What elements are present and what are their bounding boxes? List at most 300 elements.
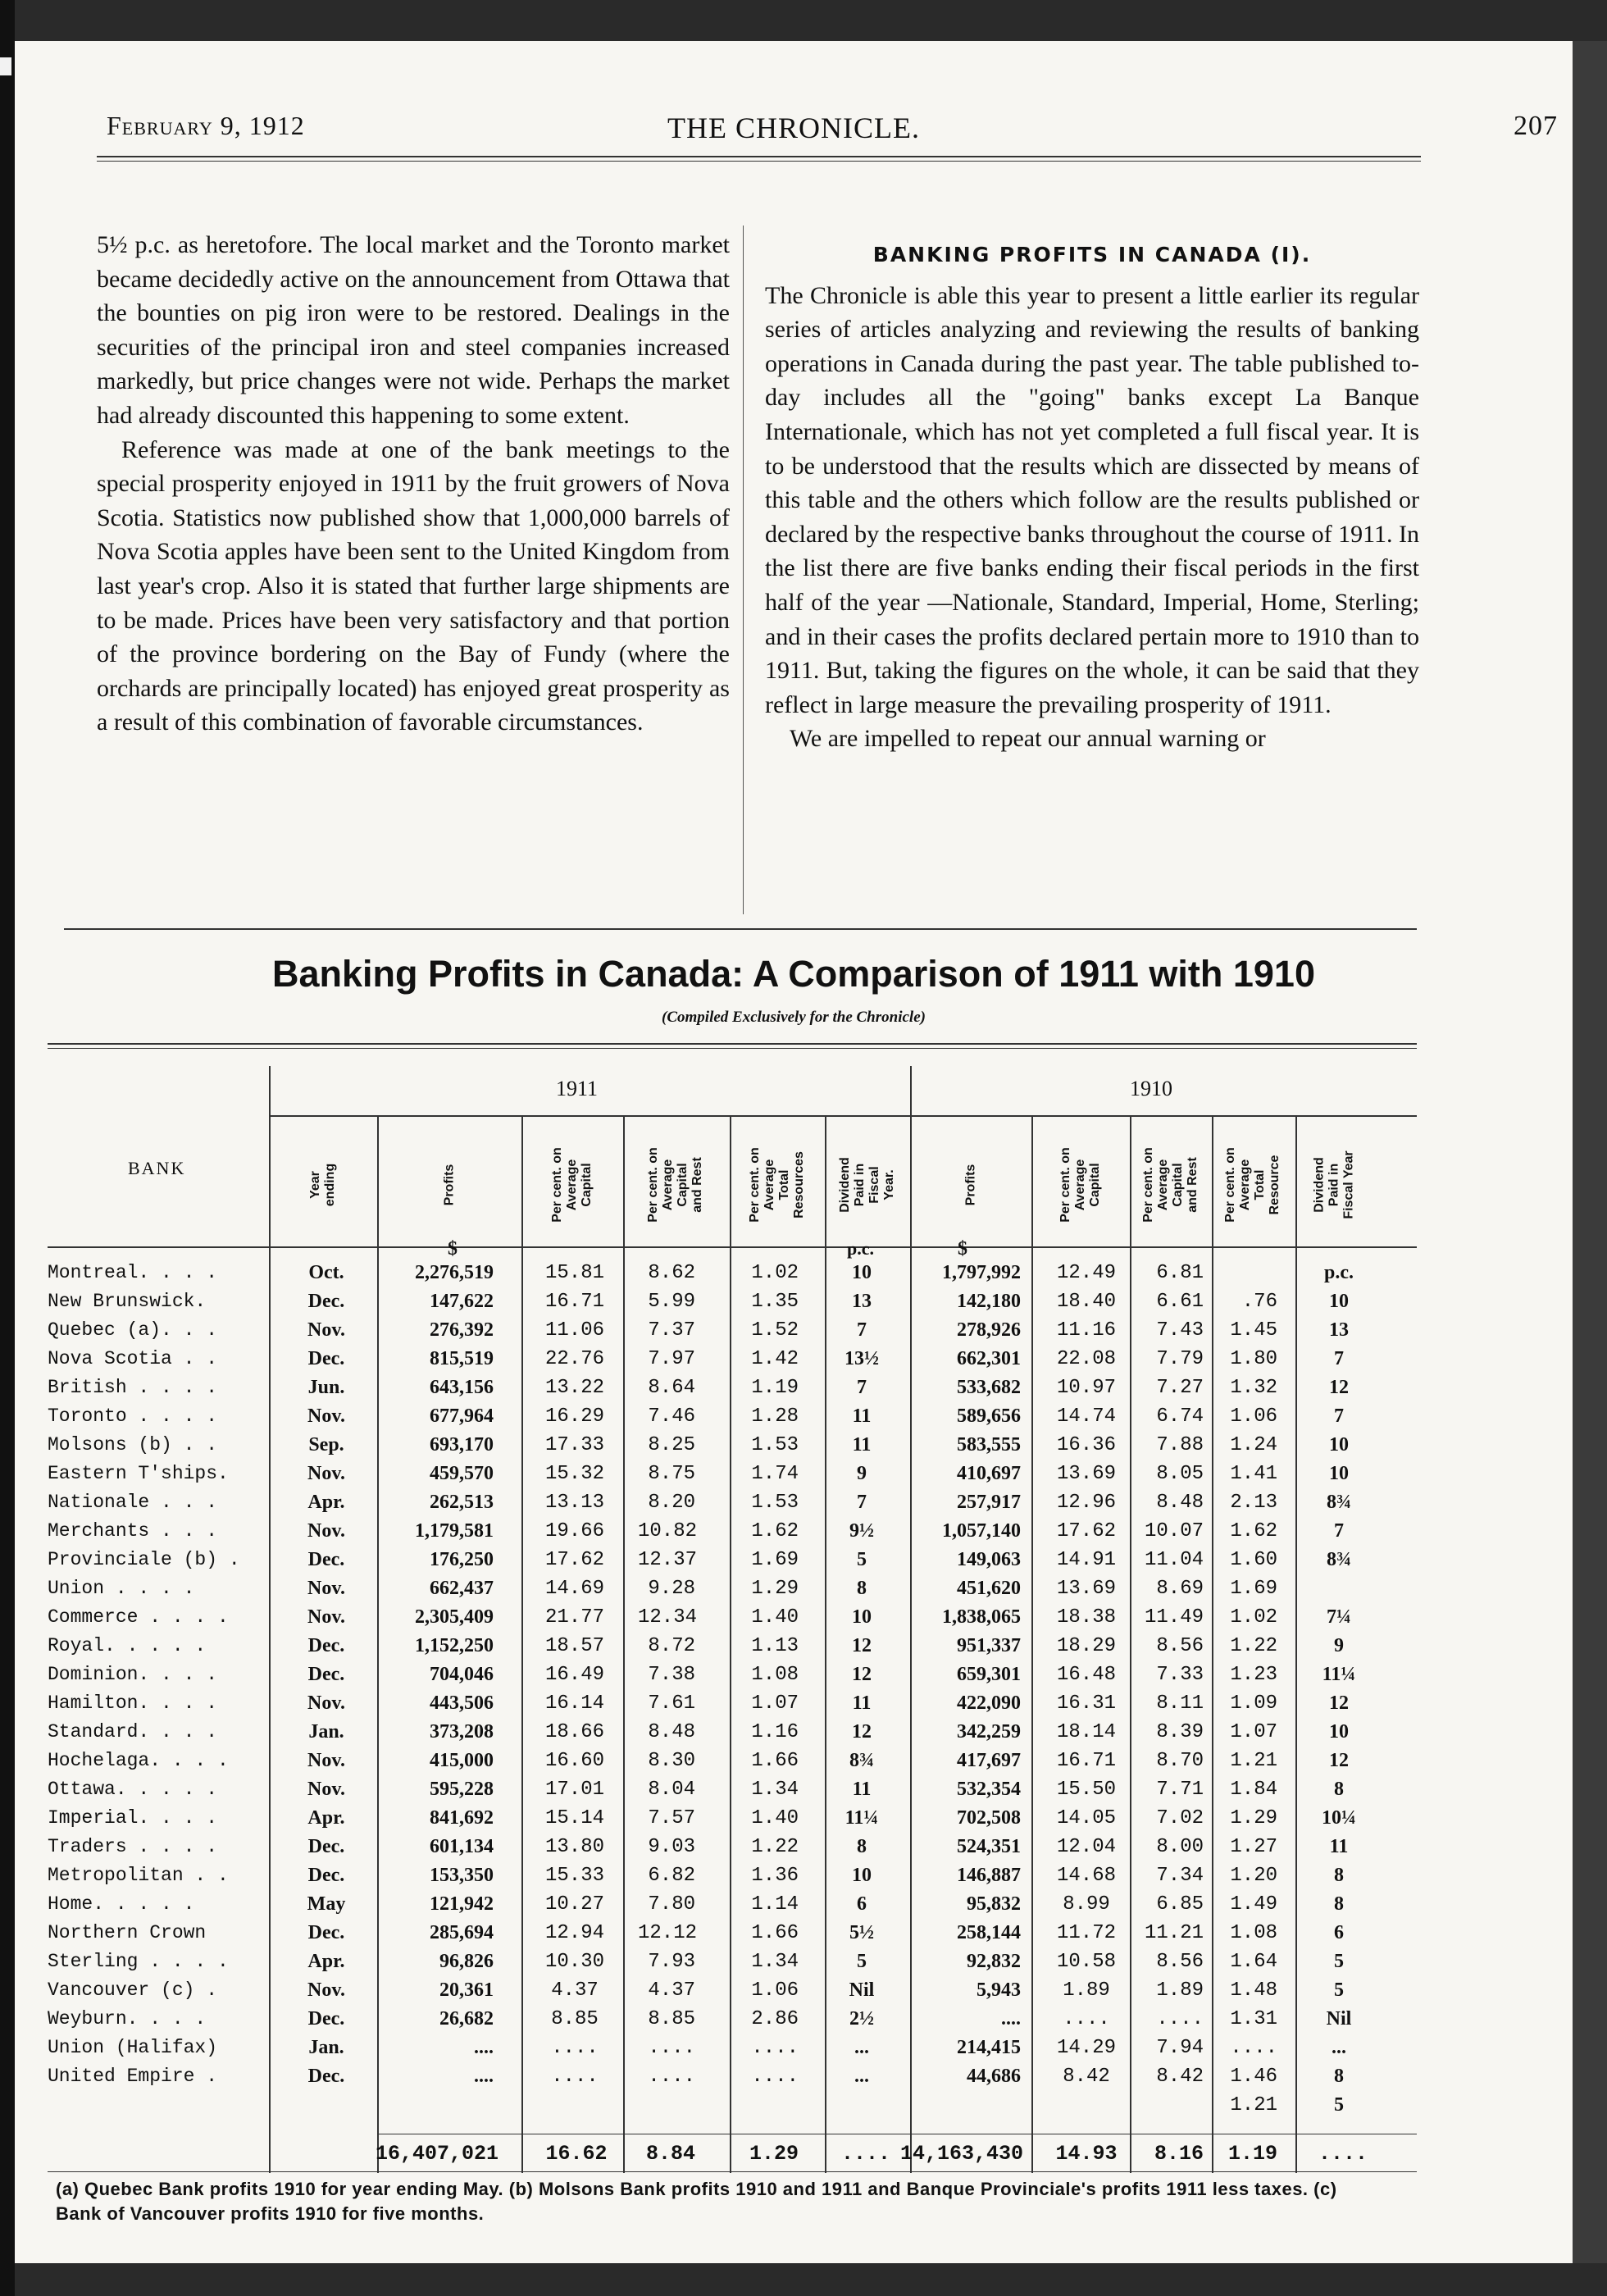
bank-name: Ottawa. . . . . [48, 1779, 218, 1800]
masthead: THE CHRONICLE. [667, 112, 920, 144]
total-capital-rest-1910: 8.16 [1154, 2142, 1204, 2166]
right-column [765, 238, 1419, 756]
profits-1911: 815,519 [430, 1348, 494, 1369]
profits-1910: 659,301 [957, 1664, 1021, 1685]
pc-capital-rest-1911: 8.72 [648, 1635, 695, 1657]
pc-capital-rest-1910: 11.49 [1144, 1606, 1204, 1629]
bank-name: Northern Crown [48, 1922, 207, 1943]
pc-resources-1910: 1.27 [1230, 1836, 1277, 1858]
year-ending: Dec. [307, 2066, 345, 2087]
header-rule-thin [97, 161, 1421, 162]
header-resources-1910: Per cent. on Average Total Resource [1223, 1147, 1282, 1223]
table-row [15, 1635, 1573, 1663]
pc-resources-1910: 1.23 [1230, 1664, 1277, 1686]
bank-name: Provinciale (b) . [48, 1549, 240, 1570]
dividend-1911: 12 [852, 1721, 872, 1742]
profits-1910: 278,926 [957, 1319, 1021, 1341]
pc-capital-1910: 14.74 [1056, 1405, 1116, 1428]
pc-capital-rest-1910: 8.56 [1156, 1635, 1204, 1657]
profits-1911: 285,694 [430, 1922, 494, 1943]
pc-capital-1910: 13.69 [1056, 1578, 1116, 1600]
dividend-1911: 13½ [844, 1348, 879, 1369]
table-header-rule [48, 1043, 1417, 1045]
table-row [15, 1578, 1573, 1606]
pc-resources-1911: 1.16 [751, 1721, 799, 1743]
dividend-1910: 8 [1334, 2066, 1344, 2087]
pc-resources-1910: 1.06 [1230, 1405, 1277, 1428]
pc-resources-1910: 1.22 [1230, 1635, 1277, 1657]
pc-resources-1910: 1.45 [1230, 1319, 1277, 1342]
pc-resources-1910: 1.60 [1230, 1549, 1277, 1571]
pc-capital-rest-1911: 9.28 [648, 1578, 695, 1600]
year-ending: Dec. [307, 1549, 345, 1570]
pc-capital-1911: .... [551, 2066, 599, 2088]
dividend-1911: 7 [857, 1377, 867, 1398]
profits-1910: 524,351 [957, 1836, 1021, 1857]
issue-date: February 9, 1912 [107, 111, 305, 140]
profits-1910: 92,832 [967, 1951, 1021, 1972]
profits-1910: 422,090 [957, 1692, 1021, 1714]
pc-resources-1910: 1.80 [1230, 1348, 1277, 1370]
dividend-1910: 8 [1334, 1865, 1344, 1886]
pc-capital-rest-1911: .... [648, 2066, 695, 2088]
dividend-1910: 13 [1329, 1319, 1349, 1341]
dividend-1910: 10 [1329, 1721, 1349, 1742]
pc-resources-1910: 1.46 [1230, 2066, 1277, 2088]
pc-capital-rest-1910: 10.07 [1144, 1520, 1204, 1542]
pc-capital-rest-1911: 7.80 [648, 1893, 695, 1916]
dividend-1911: 7 [857, 1492, 867, 1513]
pc-capital-rest-1910: 11.04 [1144, 1549, 1204, 1571]
pc-capital-rest-1911: 7.38 [648, 1664, 695, 1686]
pc-capital-rest-1911: 7.97 [648, 1348, 695, 1370]
pc-capital-1910: 14.29 [1056, 2037, 1116, 2059]
pc-capital-1911: 13.80 [544, 1836, 604, 1858]
pc-capital-rest-1910: 8.00 [1156, 1836, 1204, 1858]
pc-capital-1911: 16.60 [544, 1750, 604, 1772]
pc-capital-1911: .... [551, 2037, 599, 2059]
year-ending: Apr. [307, 1807, 345, 1829]
table-row [15, 2037, 1573, 2065]
pc-resources-1911: 1.53 [751, 1434, 799, 1456]
pc-resources-1910: 1.48 [1230, 1979, 1277, 2002]
pc-capital-1911: 18.57 [544, 1635, 604, 1657]
dividend-1911: 9½ [849, 1520, 874, 1542]
left-paragraph-1: 5½ p.c. as heretofore. The local market and the Toronto market became decidedly active on the announcement from Ottawa that the bounties on pig iron were to be restored. Dealings in the securities of the principal iron and steel companies increased markedly, but price changes were not wide. Perhaps the market had already discounted this happening to some extent. [97, 231, 730, 429]
profits-1911: 147,622 [430, 1291, 494, 1312]
dividend-1911: 11 [852, 1779, 872, 1800]
pc-capital-rest-1911: .... [648, 2037, 695, 2059]
pc-capital-1910: 14.68 [1056, 1865, 1116, 1887]
table-footnote: (a) Quebec Bank profits 1910 for year ending May. (b) Molsons Bank profits 1910 and 1911 and Banque Provinciale's profits 1911 less taxes. (c) Bank of Vancouver profits 1910 for five months. [56, 2179, 1337, 2224]
year-ending: Nov. [307, 1750, 345, 1771]
table-row [15, 1979, 1573, 2007]
pc-capital-1911: 16.49 [544, 1664, 604, 1686]
table-row [15, 1549, 1573, 1577]
dividend-1911: 5 [857, 1951, 867, 1972]
pc-resources-1910: 1.24 [1230, 1434, 1277, 1456]
pc-resources-1910: 1.49 [1230, 1893, 1277, 1916]
pc-resources-1911: 1.62 [751, 1520, 799, 1542]
dividend-1911: 8¾ [849, 1750, 874, 1771]
pc-resources-1911: 1.42 [751, 1348, 799, 1370]
pc-capital-rest-1911: 8.85 [648, 2008, 695, 2030]
dividend-1911: 8 [857, 1836, 867, 1857]
pc-resources-1910: 1.41 [1230, 1463, 1277, 1485]
profits-1911: 153,350 [430, 1865, 494, 1886]
dividend-1911: 11 [852, 1692, 872, 1714]
pc-capital-rest-1910: .... [1156, 2008, 1204, 2030]
pc-capital-rest-1910: 11.21 [1144, 1922, 1204, 1944]
profits-1911: .... [474, 2066, 494, 2087]
profits-1910: 258,144 [957, 1922, 1021, 1943]
bank-name: Sterling . . . . [48, 1951, 229, 1972]
pc-capital-rest-1910: 7.34 [1156, 1865, 1204, 1887]
profits-1910: 662,301 [957, 1348, 1021, 1369]
pc-capital-rest-1911: 12.34 [638, 1606, 698, 1629]
pc-capital-1910: 10.97 [1056, 1377, 1116, 1399]
pc-resources-1911: 1.53 [751, 1492, 799, 1514]
pc-capital-1910: 18.14 [1056, 1721, 1116, 1743]
bank-name: Molsons (b) . . [48, 1434, 218, 1456]
pc-capital-1911: 10.27 [544, 1893, 604, 1916]
total-resources-1910: 1.19 [1227, 2142, 1277, 2166]
pc-capital-rest-1910: 7.33 [1156, 1664, 1204, 1686]
pc-capital-1910: 16.71 [1056, 1750, 1116, 1772]
profits-1911: 459,570 [430, 1463, 494, 1484]
table-row [15, 1291, 1573, 1319]
profits-1911: 841,692 [430, 1807, 494, 1829]
dividend-1910: 7¼ [1327, 1606, 1351, 1628]
pc-capital-1910: 8.99 [1063, 1893, 1110, 1916]
dividend-1911: 9 [857, 1463, 867, 1484]
pc-resources-1911: 1.66 [751, 1922, 799, 1944]
total-profits-1910: 14,163,430 [900, 2142, 1024, 2166]
pc-resources-1911: 1.19 [751, 1377, 799, 1399]
table-row [15, 1664, 1573, 1692]
pc-capital-1910: 11.16 [1056, 1319, 1116, 1342]
bank-name: Nationale . . . [48, 1492, 218, 1513]
pc-resources-1911: 1.40 [751, 1807, 799, 1829]
dividend-1911: 12 [852, 1664, 872, 1685]
pc-resources-1911: .... [751, 2066, 799, 2088]
table-row [15, 2008, 1573, 2036]
pc-capital-rest-1911: 7.57 [648, 1807, 695, 1829]
profits-1910: 142,180 [957, 1291, 1021, 1312]
year-ending: Dec. [307, 1348, 345, 1369]
year-ending: Nov. [307, 1692, 345, 1714]
pc-capital-rest-1911: 8.64 [648, 1377, 695, 1399]
pc-capital-1910: 18.40 [1056, 1291, 1116, 1313]
pc-resources-1911: 1.66 [751, 1750, 799, 1772]
pc-capital-1910: 12.49 [1056, 1262, 1116, 1284]
pc-resources-1911: 1.40 [751, 1606, 799, 1629]
pc-resources-1910: 1.20 [1230, 1865, 1277, 1887]
header-capital-rest-1910: Per cent. on Average Capital and Rest [1141, 1147, 1200, 1223]
profits-1911: 176,250 [430, 1549, 494, 1570]
column-divider [743, 226, 744, 914]
pc-capital-1911: 11.06 [544, 1319, 604, 1342]
pc-capital-1911: 13.22 [544, 1377, 604, 1399]
profits-1911: 262,513 [430, 1492, 494, 1513]
dividend-1911: 2½ [849, 2008, 874, 2029]
year-ending: Nov. [307, 1520, 345, 1542]
profits-1911: 677,964 [430, 1405, 494, 1427]
dividend-1910: 7 [1334, 1520, 1344, 1542]
pc-resources-1910: 1.64 [1230, 1951, 1277, 1973]
dividend-1911: 6 [857, 1893, 867, 1915]
pc-resources-1910: .76 [1241, 1291, 1277, 1313]
profits-1911: 373,208 [430, 1721, 494, 1742]
pc-capital-1911: 13.13 [544, 1492, 604, 1514]
pc-resources-1911: 1.29 [751, 1578, 799, 1600]
year-ending: Dec. [307, 2008, 345, 2029]
table-row [15, 1348, 1573, 1376]
total-capital-1910: 14.93 [1055, 2142, 1118, 2166]
pc-capital-rest-1910: 8.05 [1156, 1463, 1204, 1485]
year-ending: Jun. [307, 1377, 345, 1398]
dividend-1910: 5 [1334, 1979, 1344, 2001]
pc-capital-1911: 10.30 [544, 1951, 604, 1973]
pc-capital-rest-1911: 6.82 [648, 1865, 695, 1887]
dividend-1910: 9 [1334, 1635, 1344, 1656]
header-profits-1910: Profits [963, 1164, 977, 1206]
profits-1910: 149,063 [957, 1549, 1021, 1570]
pc-capital-rest-1911: 8.62 [648, 1262, 695, 1284]
dividend-1911: ... [854, 2037, 869, 2058]
pc-capital-1910: 11.72 [1056, 1922, 1116, 1944]
pc-capital-rest-1911: 12.37 [638, 1549, 698, 1571]
table-row [15, 1319, 1573, 1347]
pc-capital-1911: 18.66 [544, 1721, 604, 1743]
pc-resources-1910: 1.32 [1230, 1377, 1277, 1399]
dividend-1910: 7 [1334, 1405, 1344, 1427]
table-row [15, 1606, 1573, 1634]
pc-resources-1911: 1.14 [751, 1893, 799, 1916]
pc-capital-1911: 16.14 [544, 1692, 604, 1715]
header-year-ending: Year ending [308, 1163, 337, 1207]
pc-resources-1910: 1.02 [1230, 1606, 1277, 1629]
year-ending: Nov. [307, 1979, 345, 2001]
pc-resources-1910: 1.21 [1230, 2094, 1277, 2116]
table-row [15, 1262, 1573, 1290]
pc-capital-1910: 10.58 [1056, 1951, 1116, 1973]
year-ending: Dec. [307, 1635, 345, 1656]
dividend-1910: 7 [1334, 1348, 1344, 1369]
bank-name: Merchants . . . [48, 1520, 218, 1542]
pc-resources-1910: 1.21 [1230, 1750, 1277, 1772]
bank-name: Montreal. . . . [48, 1262, 218, 1283]
pc-resources-1911: 1.22 [751, 1836, 799, 1858]
pc-capital-rest-1910: 7.71 [1156, 1779, 1204, 1801]
dividend-1910: 6 [1334, 1922, 1344, 1943]
table-top-rule [64, 928, 1417, 930]
table-row [15, 1893, 1573, 1921]
pc-resources-1910: 1.07 [1230, 1721, 1277, 1743]
year-ending: Nov. [307, 1463, 345, 1484]
left-paragraph-2: Reference was made at one of the bank meetings to the special prosperity enjoyed in 1911 by the fruit growers of Nova Scotia. Statistics now published show that 1,000,000 barrels of Nova Scotia apples have been sent to the United Kingdom from last year's crop. Also it is stated that further large shipments are to be made. Prices have been very satisfactory and that portion of the province bordering on the Bay of Fundy (where the orchards are principally located) has enjoyed great prosperity as a result of this combination of favorable circumstances. [97, 435, 730, 736]
pc-capital-1910: 18.29 [1056, 1635, 1116, 1657]
dividend-1910: ... [1332, 2037, 1346, 2058]
table-row [15, 1463, 1573, 1491]
dividend-1911: ... [854, 2066, 869, 2087]
pc-capital-rest-1910: 8.11 [1156, 1692, 1204, 1715]
profits-1911: 1,179,581 [415, 1520, 494, 1542]
pc-capital-1911: 15.81 [544, 1262, 604, 1284]
profits-1911: 96,826 [439, 1951, 494, 1972]
table-row [15, 1405, 1573, 1433]
profits-1911: .... [474, 2037, 494, 2058]
pc-capital-rest-1910: 6.81 [1156, 1262, 1204, 1284]
profits-1910: 417,697 [957, 1750, 1021, 1771]
bank-name: Toronto . . . . [48, 1405, 218, 1427]
profits-1910: 702,508 [957, 1807, 1021, 1829]
year-ending: Nov. [307, 1319, 345, 1341]
pc-capital-rest-1910: 8.56 [1156, 1951, 1204, 1973]
pc-capital-rest-1911: 8.75 [648, 1463, 695, 1485]
unit-dollar-1910: $ [958, 1238, 967, 1260]
profits-1911: 121,942 [430, 1893, 494, 1915]
unit-pc-1911: p.c. [847, 1238, 874, 1259]
pc-resources-1911: 1.07 [751, 1692, 799, 1715]
pc-capital-1910: 14.05 [1056, 1807, 1116, 1829]
profits-1910: 532,354 [957, 1779, 1021, 1800]
table-title: Banking Profits in Canada: A Comparison of 1911 with 1910 [272, 953, 1315, 995]
dividend-1910: 11 [1329, 1836, 1349, 1857]
profits-1911: 415,000 [430, 1750, 494, 1771]
pc-capital-rest-1910: 8.39 [1156, 1721, 1204, 1743]
year-ending: May [307, 1893, 346, 1915]
bank-name: Weyburn. . . . [48, 2008, 207, 2029]
pc-resources-1910: 1.08 [1230, 1922, 1277, 1944]
pc-capital-1910: 17.62 [1056, 1520, 1116, 1542]
profits-1911: 26,682 [439, 2008, 494, 2029]
table-row [15, 1836, 1573, 1864]
year-ending: Dec. [307, 1664, 345, 1685]
table-row [15, 1721, 1573, 1749]
dividend-1911: 11¼ [844, 1807, 879, 1829]
bank-name: Vancouver (c) . [48, 1979, 218, 2001]
pc-resources-1911: .... [751, 2037, 799, 2059]
header-profits-1911: Profits [441, 1164, 456, 1206]
bank-name: Metropolitan . . [48, 1865, 229, 1886]
footnote-rule [48, 2171, 1417, 2172]
total-resources-1911: 1.29 [749, 2142, 799, 2166]
pc-capital-rest-1910: 7.94 [1156, 2037, 1204, 2059]
bank-name: Commerce . . . . [48, 1606, 229, 1628]
pc-capital-rest-1910: 8.42 [1156, 2066, 1204, 2088]
pc-capital-1911: 17.33 [544, 1434, 604, 1456]
total-capital-rest-1911: 8.84 [645, 2142, 695, 2166]
pc-capital-rest-1911: 10.82 [638, 1520, 698, 1542]
profits-1911: 443,506 [430, 1692, 494, 1714]
bank-name: United Empire . [48, 2066, 218, 2087]
pc-capital-1911: 22.76 [544, 1348, 604, 1370]
table-row [15, 2066, 1573, 2093]
profits-1911: 20,361 [439, 1979, 494, 2001]
bank-name: Union (Halifax) [48, 2037, 218, 2058]
pc-capital-rest-1911: 7.46 [648, 1405, 695, 1428]
bank-name: Imperial. . . . [48, 1807, 218, 1829]
section-title: BANKING PROFITS IN CANADA (I). [872, 243, 1312, 266]
table-row [15, 1865, 1573, 1893]
year-ending: Apr. [307, 1492, 345, 1513]
pc-capital-rest-1910: 7.27 [1156, 1377, 1204, 1399]
dividend-1911: 7 [857, 1319, 867, 1341]
table-row [15, 2094, 1573, 2122]
dividend-1910: 8 [1334, 1893, 1344, 1915]
year-ending: Nov. [307, 1405, 345, 1427]
pc-capital-1910: 16.31 [1056, 1692, 1116, 1715]
year-ending: Nov. [307, 1779, 345, 1800]
table-row [15, 1922, 1573, 1950]
pc-resources-1910: 2.13 [1230, 1492, 1277, 1514]
year-ending: Dec. [307, 1836, 345, 1857]
bank-name: British . . . . [48, 1377, 218, 1398]
pc-resources-1911: 1.69 [751, 1549, 799, 1571]
profits-1910: 1,838,065 [942, 1606, 1021, 1628]
profits-1910: 451,620 [957, 1578, 1021, 1599]
header-dividend-1911: Dividend Paid in Fiscal Year. [838, 1157, 896, 1213]
pc-capital-1911: 17.01 [544, 1779, 604, 1801]
year-1911: 1911 [556, 1077, 599, 1100]
right-paragraph-2: We are impelled to repeat our annual warning or [790, 725, 1266, 753]
dividend-1910: 12 [1329, 1750, 1349, 1771]
pc-capital-rest-1911: 9.03 [648, 1836, 695, 1858]
table-row [15, 1692, 1573, 1720]
header-rule [97, 156, 1421, 157]
pc-resources-1910: 1.09 [1230, 1692, 1277, 1715]
newspaper-page [15, 41, 1573, 2263]
pc-resources-1911: 1.36 [751, 1865, 799, 1887]
table-row [15, 1951, 1573, 1979]
table-row [15, 1434, 1573, 1462]
year-1910: 1910 [1130, 1077, 1172, 1100]
bank-name: Union . . . . [48, 1578, 195, 1599]
pc-capital-1911: 14.69 [544, 1578, 604, 1600]
pc-capital-rest-1910: 8.70 [1156, 1750, 1204, 1772]
header-capital-1911: Per cent. on Average Capital [550, 1147, 594, 1223]
profits-1910: 583,555 [957, 1434, 1021, 1456]
profits-1911: 2,276,519 [415, 1262, 494, 1283]
dividend-1910: 8 [1334, 1779, 1344, 1800]
profits-1911: 693,170 [430, 1434, 494, 1456]
pc-resources-1911: 1.28 [751, 1405, 799, 1428]
pc-capital-rest-1911: 7.37 [648, 1319, 695, 1342]
bank-name: Home. . . . . [48, 1893, 195, 1915]
year-ending: Jan. [308, 2037, 344, 2058]
dividend-1911: 10 [852, 1606, 872, 1628]
pc-resources-1911: 1.34 [751, 1779, 799, 1801]
dividend-1911: 8 [857, 1578, 867, 1599]
dividend-1911: 11 [852, 1434, 872, 1456]
year-ending: Nov. [307, 1606, 345, 1628]
page-spine [0, 0, 15, 2296]
dividend-1910: 8¾ [1327, 1549, 1351, 1570]
pc-capital-1911: 15.14 [544, 1807, 604, 1829]
pc-capital-1910: 18.38 [1056, 1606, 1116, 1629]
table-row [15, 1377, 1573, 1405]
unit-dollar-1911: $ [448, 1238, 458, 1260]
bank-name: Hochelaga. . . . [48, 1750, 229, 1771]
bank-name: Nova Scotia . . [48, 1348, 218, 1369]
pc-capital-rest-1911: 4.37 [648, 1979, 695, 2002]
dividend-1910: 12 [1329, 1692, 1349, 1714]
pc-capital-rest-1910: 6.61 [1156, 1291, 1204, 1313]
year-ending: Dec. [307, 1922, 345, 1943]
header-capital-rest-1911: Per cent. on Average Capital and Rest [646, 1147, 705, 1223]
bank-name: Eastern T'ships. [48, 1463, 229, 1484]
